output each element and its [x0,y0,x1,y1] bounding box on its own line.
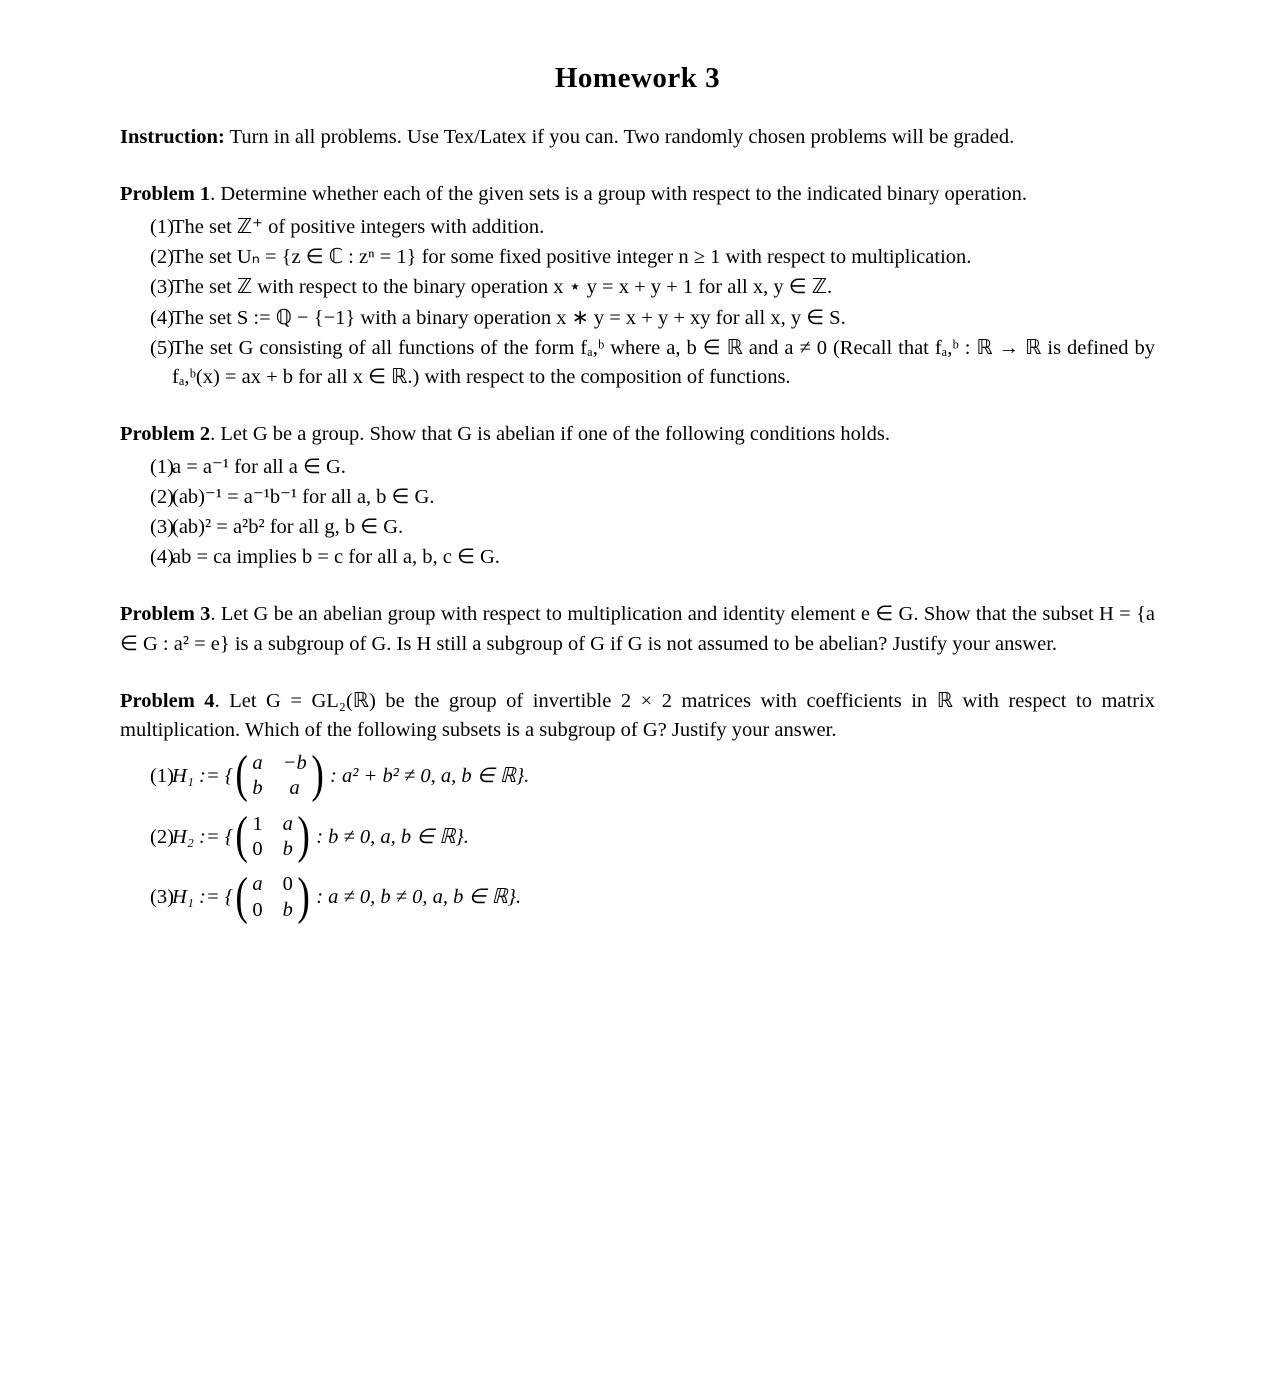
list-item [120,513,1155,542]
matrix-cell: 0 [282,873,293,896]
list-item-text: The set G consisting of all functions of the form fₐ,ᵇ where a, b ∈ ℝ and a ≠ 0 (Recall that fₐ,ᵇ : ℝ → ℝ is defined by fₐ,ᵇ(x) = ax + b for all x ∈ ℝ.) with respect to the composition of functions. [172,336,1155,388]
problem-3-statement [120,600,1155,658]
problem-2-label: Problem 2 [120,422,211,445]
list-item-number: (3) [150,516,174,539]
list-item-text: The set Uₙ = {z ∈ ℂ : zⁿ = 1} for some fixed positive integer n ≥ 1 with respect to multiplication. [172,246,972,269]
matrix-body [250,751,308,802]
matrix-cell: b [282,898,293,921]
list-item [120,273,1155,302]
instruction-text: Turn in all problems. Use Tex/Latex if you can. Two randomly chosen problems will be graded. [224,126,1015,148]
problem-3-label: Problem 3 [120,603,211,626]
matrix-cell: b [282,838,293,861]
matrix-lhs: H₁ := { [172,886,234,909]
matrix-lhs: H₂ := { [172,825,234,848]
list-item-number: (2) [150,486,174,509]
matrix-cell: a [289,777,300,800]
list-item-number: (3) [150,886,174,909]
matrix-cell: 1 [252,812,263,835]
list-item [120,453,1155,482]
list-item [120,334,1155,392]
right-paren: ) [311,745,324,803]
list-item-text: (ab)⁻¹ = a⁻¹b⁻¹ for all a, b ∈ G. [172,486,435,509]
left-paren: ( [235,806,248,864]
list-item [120,483,1155,512]
matrix-cell: a [282,812,293,835]
list-item-text: The set ℤ⁺ of positive integers with addition. [172,216,545,239]
list-item [120,806,1155,864]
list-item-number: (1) [150,216,174,239]
problem-4-label: Problem 4 [120,689,215,712]
list-item-matrix-expression [172,745,1155,803]
list-item-number: (4) [150,546,174,569]
matrix-lhs: H₁ := { [172,764,234,787]
problem-4-text: . Let G = GL₂(ℝ) be the group of invertible 2 × 2 matrices with coefficients in ℝ with respect to matrix multiplication. Which of the following subsets is a subgroup of G? Justify your answer. [120,689,1156,741]
list-item-matrix-expression [172,806,1155,864]
list-item-text: The set ℤ with respect to the binary operation x ⋆ y = x + y + 1 for all x, y ∈ ℤ. [172,276,833,299]
list-item-number: (3) [150,276,174,299]
matrix-cell: 0 [252,838,263,861]
problem-4-list [120,745,1155,925]
left-paren: ( [235,745,248,803]
problem-2-text: . Let G be a group. Show that G is abelian if one of the following conditions holds. [210,422,890,445]
document-page [0,62,1275,1391]
problem-1-statement [120,180,1155,209]
right-paren: ) [297,806,310,864]
matrix-rhs: : a ≠ 0, b ≠ 0, a, b ∈ ℝ}. [316,886,522,909]
list-item [120,213,1155,242]
matrix-cell: b [252,777,263,800]
list-item-number: (1) [150,764,174,787]
matrix-rhs: : b ≠ 0, a, b ∈ ℝ}. [316,825,469,848]
problem-2-statement [120,420,1155,449]
list-item-number: (2) [150,825,174,848]
left-paren: ( [235,867,248,925]
matrix-body [250,872,295,923]
right-paren: ) [297,867,310,925]
problem-2-list [120,453,1155,572]
list-item [120,867,1155,925]
list-item [120,543,1155,572]
problem-1-list [120,213,1155,392]
list-item-number: (5) [150,336,174,359]
problem-4-statement [120,687,1155,745]
list-item [120,243,1155,272]
list-item-number: (4) [150,306,174,329]
problem-1-text: . Determine whether each of the given sets is a group with respect to the indicated binary operation. [210,183,1028,206]
matrix-cell: 0 [252,898,263,921]
matrix-cell: a [252,873,263,896]
list-item-text: The set S := ℚ − {−1} with a binary operation x ∗ y = x + y + xy for all x, y ∈ S. [172,306,846,329]
matrix-rhs: : a² + b² ≠ 0, a, b ∈ ℝ}. [330,764,530,787]
list-item-text: ab = ca implies b = c for all a, b, c ∈ G. [172,546,500,569]
instruction-label: Instruction: [120,126,225,148]
problem-3-text: . Let G be an abelian group with respect to multiplication and identity element e ∈ G. Show that the subset H = {a ∈ G : a² = e} is a subgroup of G. Is H still a subgroup of G if G is not assumed to be abelian? Justify your answer. [120,603,1156,655]
instruction-paragraph [120,123,1155,152]
matrix-cell: −b [282,751,307,774]
list-item-number: (1) [150,455,174,478]
list-item-matrix-expression [172,867,1155,925]
list-item [120,745,1155,803]
list-item [120,304,1155,333]
problem-1-label: Problem 1 [120,183,211,206]
list-item-number: (2) [150,246,174,269]
matrix-cell: a [252,751,263,774]
matrix-body [250,812,295,863]
list-item-text: a = a⁻¹ for all a ∈ G. [172,455,346,478]
page-title: Homework 3 [554,62,721,94]
list-item-text: (ab)² = a²b² for all g, b ∈ G. [172,516,404,539]
